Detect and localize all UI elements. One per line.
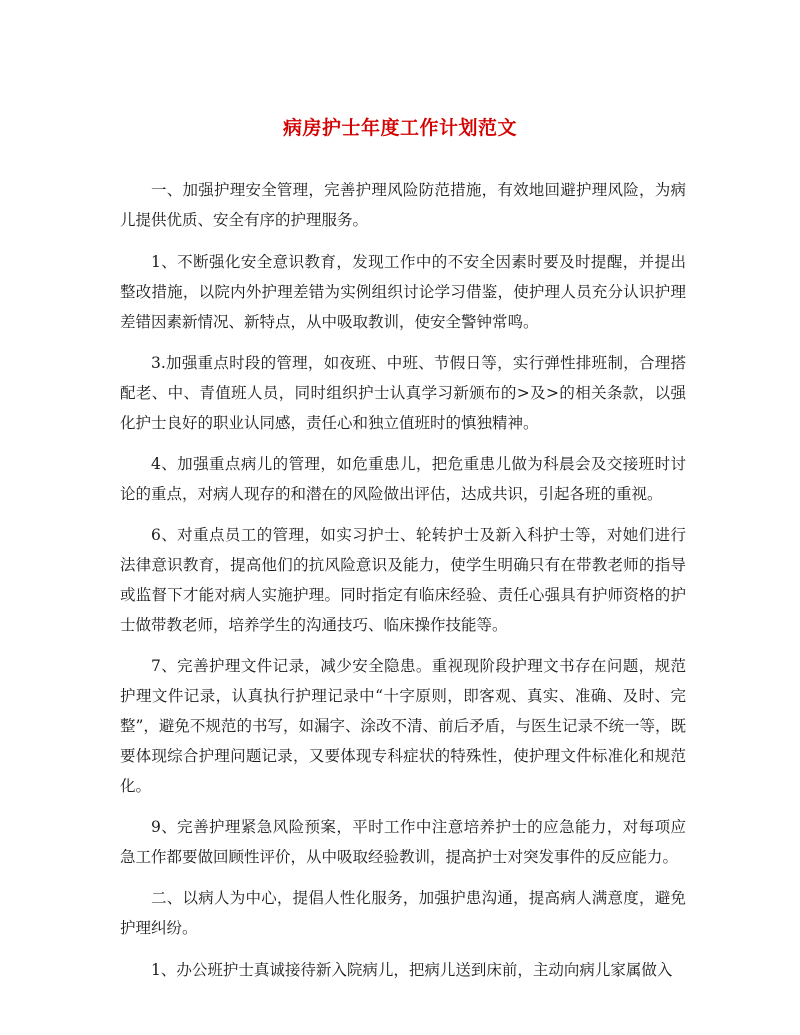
document-title: 病房护士年度工作计划范文: [282, 117, 517, 139]
paragraph-item-1-section-2: 1、办公班护士真诚接待新入院病儿，把病儿送到床前，主动向病儿家属做入: [151, 961, 673, 979]
paragraph-item-3: 3.加强重点时段的管理，如夜班、中班、节假日等，实行弹性排班制，合理搭配老、中、青值班人员，同时组织护士认真学习新颁布的>及>的相关条款，以强化护士良好的职业认同感，责任心和独立值班时的慎独精神。: [120, 354, 686, 432]
paragraph-item-9: 9、完善护理紧急风险预案，平时工作中注意培养护士的应急能力，对每项应急工作都要做回顾性评价，从中吸取经验教训，提高护士对突发事件的反应能力。: [120, 818, 686, 866]
paragraph-item-6: 6、对重点员工的管理，如实习护士、轮转护士及新入科护士等，对她们进行法律意识教育，提高他们的抗风险意识及能力，使学生明确只有在带教老师的指导或监督下才能对病人实施护理。同时指定有临床经验、责任心强具有护师资格的护士做带教老师，培养学生的沟通技巧、临床操作技能等。: [120, 526, 686, 634]
document-body: [120, 175, 686, 996]
paragraph-item-1: 1、不断强化安全意识教育，发现工作中的不安全因素时要及时提醒，并提出整改措施，以院内外护理差错为实例组织讨论学习借鉴，使护理人员充分认识护理差错因素新情况、新特点，从中吸取教训，使安全警钟常鸣。: [120, 253, 686, 331]
paragraph-section-2: 二、以病人为中心，提倡人性化服务，加强护患沟通，提高病人满意度，避免护理纠纷。: [120, 889, 686, 937]
paragraph-item-7: 7、完善护理文件记录，减少安全隐患。重视现阶段护理文书存在问题，规范护理文件记录，认真执行护理记录中“十字原则，即客观、真实、准确、及时、完整”，避免不规范的书写，如漏字、涂改不清、前后矛盾，与医生记录不统一等，既要体现综合护理问题记录，又要体现专科症状的特殊性，使护理文件标准化和规范化。: [120, 657, 686, 795]
paragraph-section-1: 一、加强护理安全管理，完善护理风险防范措施，有效地回避护理风险，为病儿提供优质、安全有序的护理服务。: [120, 181, 686, 229]
paragraph-item-4: 4、加强重点病儿的管理，如危重患儿，把危重患儿做为科晨会及交接班时讨论的重点，对病人现存的和潜在的风险做出评估，达成共识，引起各班的重视。: [120, 455, 686, 503]
